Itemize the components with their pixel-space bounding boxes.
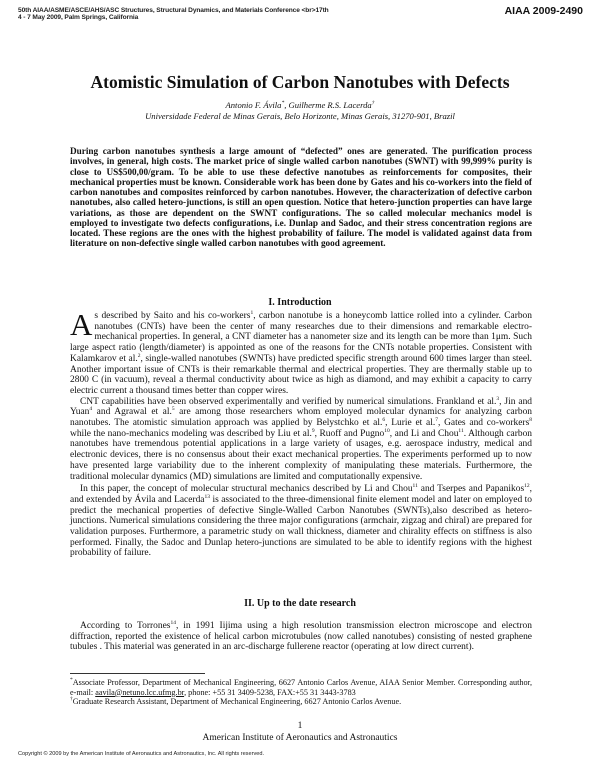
section-heading-research: II. Up to the date research	[244, 598, 356, 609]
conference-line-1: 50th AIAA/ASME/ASCE/AHS/ASC Structures, Structural Dynamics, and Materials Conference <br>17th	[18, 7, 329, 14]
footnote-2: †Graduate Research Assistant, Department of Mechanical Engineering, 6627 Antonio Carlos Avenue.	[70, 696, 402, 707]
superscript-ref: 9	[311, 427, 315, 434]
paper-id: AIAA 2009-2490	[504, 5, 583, 17]
abstract: During carbon nanotubes synthesis a large amount of “defected” ones are generated. The purification process involves, in general, high costs. The market price of single walled carbon nanotubes (SWNT) with 99,999% purity is close to US$500,00/gram. To be able to use these defective nanotubes as reinforcements for composites, their mechanical properties must be known. Considerable work has been done by Gates and his co-workers into the field of carbon nanotubes and composites reinforced by carbon nanotubes. However, the characterization of defective carbon nanotubes, also called hetero-junctions, is still an open question. Notice that hetero-junction properties can have large variations, as those are dependent on the SWNT configurations. The so called molecular mechanics model is employed to investigate two defects configurations, i.e. Dunlap and Sadoc, and their stress concentration regions are located. These regions are the ones with the highest probability of failure. The model is validated against data from literature on non-defective single walled carbon nanotubes with good agreement.	[70, 146, 532, 249]
superscript-ref: 11	[412, 483, 418, 490]
page-number: 1	[297, 721, 303, 731]
superscript-ref: 14	[170, 620, 176, 626]
text-run: is associated to the three-dimensional finite element model and later on employed to predict the mechanical properties of defective Single-Walled Carbon Nanotubes (SWNTs),also described as hetero-junctions. Numerical simulations considering the three major configurations (armchair, zigzag and chiral) are prepared for validation purposes. Furthermore, a parametric study on wall thickness, diameter and chirality effects on stiffness is also performed. Finally, the Sadoc and Dunlap hetero-junctions are simulated to be able to identify regions with the highest probability of failure.	[70, 494, 533, 559]
superscript-ref: 8	[529, 417, 532, 424]
text-run: and Tserpes and Papanikos	[417, 484, 525, 495]
superscript-ref: 13	[204, 493, 210, 500]
text-run: while the nano-mechanics modeling was described by Liu et al.	[70, 428, 312, 439]
organization-footer: American Institute of Aeronautics and Astronautics	[202, 733, 398, 743]
superscript-ref: 4	[89, 406, 93, 413]
footnote-divider	[70, 673, 205, 674]
paper-title: Atomistic Simulation of Carbon Nanotubes with Defects	[90, 72, 510, 92]
superscript-ref: 6	[382, 417, 386, 424]
text-run: CNT capabilities have been observed experimentally and verified by numerical simulations. Frankland et al.	[80, 396, 497, 407]
text-run: , and extended by Ávila and Lacerda	[70, 484, 532, 505]
superscript-ref: 5	[171, 406, 175, 413]
superscript-ref: 1	[250, 310, 254, 316]
drop-cap: A	[70, 307, 93, 342]
text-run: , in 1991 Iijima using a high resolution transmission electron microscope and electron diffraction, reported the existence of helical carbon microtubules (now called nanotubes) consisting of nested graphene tubules . This material was generated in an arc-discharge fullerene reactor (operating at low direct current).	[70, 621, 532, 653]
text-run: are among those researchers whom employed molecular dynamics for analyzing carbon nanotubes. The atomistic simulation approach was applied by Belystchko et al.	[70, 407, 533, 429]
text-run: , Guilherme R.S. Lacerda	[284, 100, 372, 110]
author-names	[0, 100, 600, 111]
paragraph	[70, 621, 532, 653]
footnotes	[70, 678, 532, 707]
research-body	[70, 621, 532, 653]
conference-line-2: 4 - 7 May 2009, Palm Springs, California	[18, 14, 139, 22]
paragraph	[70, 397, 532, 483]
superscript-ref: 12	[524, 483, 530, 490]
superscript-ref: *	[281, 100, 285, 106]
section-heading-introduction: I. Introduction	[268, 297, 332, 308]
text-run: , Gates and co-workers	[437, 418, 530, 429]
copyright-notice: Copyright © 2009 by the American Institute of Aeronautics and Astronautics, Inc. All rights reserved.	[18, 751, 265, 757]
paragraph	[70, 484, 532, 559]
text-run: , single-walled nanotubes (SWNTs) have predicted specific strength around 600 times larger than steel. Another important issue of CNTs is their remarkable thermal and electrical properties. They are thermally stable up to 2800 C (in vacuum), reveal a thermal conductivity about twice as high as diamond, and may exhibit a capacity to carry electric current a thousand times better than copper wires.	[70, 353, 532, 396]
author-email-link[interactable]: aavila@netuno.lcc.ufmg.br	[95, 687, 185, 697]
affiliation: Universidade Federal de Minas Gerais, Belo Horizonte, Minas Gerais, 31270-901, Brazil	[145, 110, 455, 121]
text-run: , and Li and Chou	[389, 428, 459, 439]
text-run: According to Torrones	[80, 621, 171, 631]
superscript-ref: 10	[384, 427, 390, 434]
text-run: , Jin and Yuan	[70, 396, 533, 418]
superscript-ref: †	[371, 100, 375, 106]
text-run: and Agrawal et al.	[92, 407, 172, 418]
superscript-ref: 2	[137, 352, 141, 359]
superscript-ref: 11	[458, 427, 464, 434]
text-run: , Lurie et al.	[385, 418, 436, 429]
conference-header	[18, 7, 329, 22]
author-block	[0, 100, 600, 121]
footnote-1: *Associate Professor, Department of Mechanical Engineering, 6627 Antonio Carlos Avenue, AIAA Senior Member. Corresponding author, e-mail: aavila@netuno.lcc.ufmg.br, phone: +55 31 3409-5238, FAX:+55 31 3443-3783	[70, 677, 532, 697]
text-run: s described by Saito and his co-workers	[94, 311, 251, 321]
paragraph	[70, 307, 532, 397]
text-run: . Although carbon nanotubes have tremendous potential applications in a large variety of usages, e.g. aerospace industry, medical and electronic devices, there is no consensus about their exact mechanical properties. The experiments performed up to now have presented large variability due to the inherent complexity of manipulating these materials. Furthermore, the traditional molecular dynamics (MD) simulations are limited and computationally expensive.	[70, 428, 533, 482]
introduction-body	[70, 307, 533, 559]
superscript-ref: 3	[496, 395, 500, 402]
superscript-ref: 7	[435, 417, 438, 424]
text-run: , carbon nanotube is a honeycomb lattice rolled into a cylinder. Carbon nanotubes (CNTs) have been the center of many researches due to their dimensions and remarkable electro-mechanical properties. In general, a CNT diameter has a nanometer size and its length can be more than 1μm. Such large aspect ratio (length/diameter) is appointed as one of the reasons for the CNTs notable properties. Consistent with Kalamkarov et al.	[70, 311, 532, 364]
text-run: , Ruoff and Pugno	[314, 428, 385, 439]
text-run: Antonio F. Ávila	[225, 100, 282, 110]
text-run: In this paper, the concept of molecular structural mechanics described by Li and Chou	[80, 484, 413, 495]
